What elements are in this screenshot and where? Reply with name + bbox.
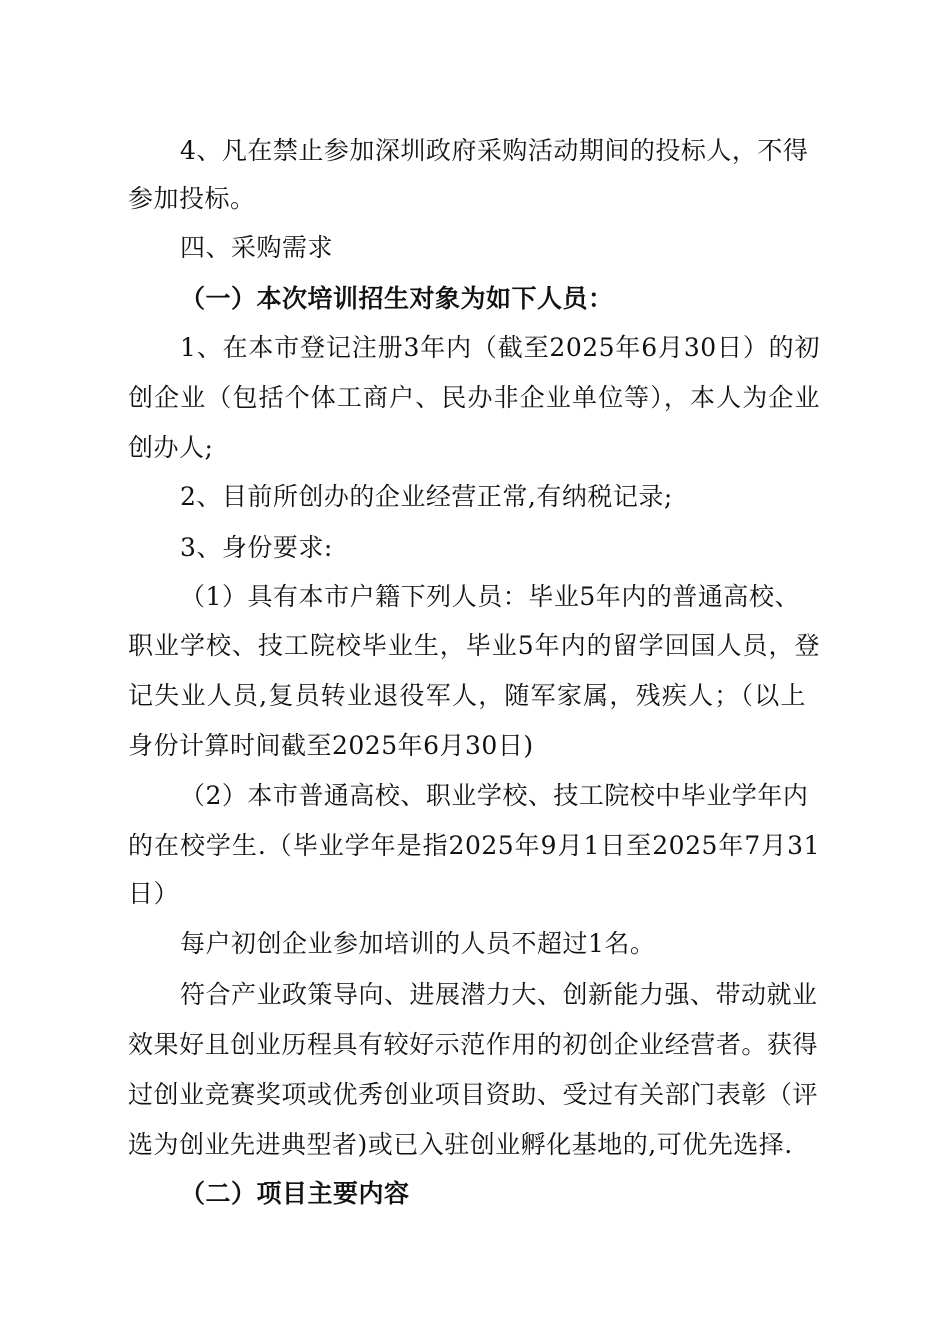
- paragraph-line: 1、在本市登记注册3年内（截至2025年6月30日）的初: [180, 333, 820, 362]
- list-item: 2、目前所创办的企业经营正常,有纳税记录;: [180, 482, 673, 511]
- paragraph-line: 参加投标。: [128, 184, 256, 213]
- subsection-heading: （一）本次培训招生对象为如下人员：: [180, 284, 614, 313]
- paragraph-line: 符合产业政策导向、进展潜力大、创新能力强、带动就业: [180, 980, 818, 1009]
- paragraph-line: 创企业（包括个体工商户、民办非企业单位等），本人为企业: [128, 383, 820, 412]
- paragraph-line: 每户初创企业参加培训的人员不超过1名。: [180, 929, 656, 958]
- paragraph-line: 4、凡在禁止参加深圳政府采购活动期间的投标人，不得: [180, 136, 809, 165]
- paragraph-line: （2）本市普通高校、职业学校、技工院校中毕业学年内: [180, 781, 809, 810]
- paragraph-line: 效果好且创业历程具有较好示范作用的初创企业经营者。获得: [128, 1030, 818, 1059]
- paragraph-line: 记失业人员,复员转业退役军人，随军家属，残疾人；（以上: [128, 681, 806, 710]
- paragraph-line: 的在校学生.（毕业学年是指2025年9月1日至2025年7月31: [128, 831, 820, 860]
- paragraph-line: 创办人;: [128, 433, 214, 462]
- paragraph-line: 职业学校、技工院校毕业生，毕业5年内的留学回国人员，登: [128, 631, 820, 660]
- subsection-heading: （二）项目主要内容: [180, 1179, 410, 1208]
- paragraph-line: 日）: [128, 879, 180, 908]
- paragraph-line: 选为创业先进典型者)或已入驻创业孵化基地的,可优先选择.: [128, 1130, 793, 1159]
- paragraph-line: 身份计算时间截至2025年6月30日): [128, 731, 534, 760]
- section-heading: 四、采购需求: [180, 233, 334, 262]
- paragraph-line: （1）具有本市户籍下列人员：毕业5年内的普通高校、: [180, 582, 800, 611]
- list-item: 3、身份要求:: [180, 533, 333, 562]
- paragraph-line: 过创业竞赛奖项或优秀创业项目资助、受过有关部门表彰（评: [128, 1080, 818, 1109]
